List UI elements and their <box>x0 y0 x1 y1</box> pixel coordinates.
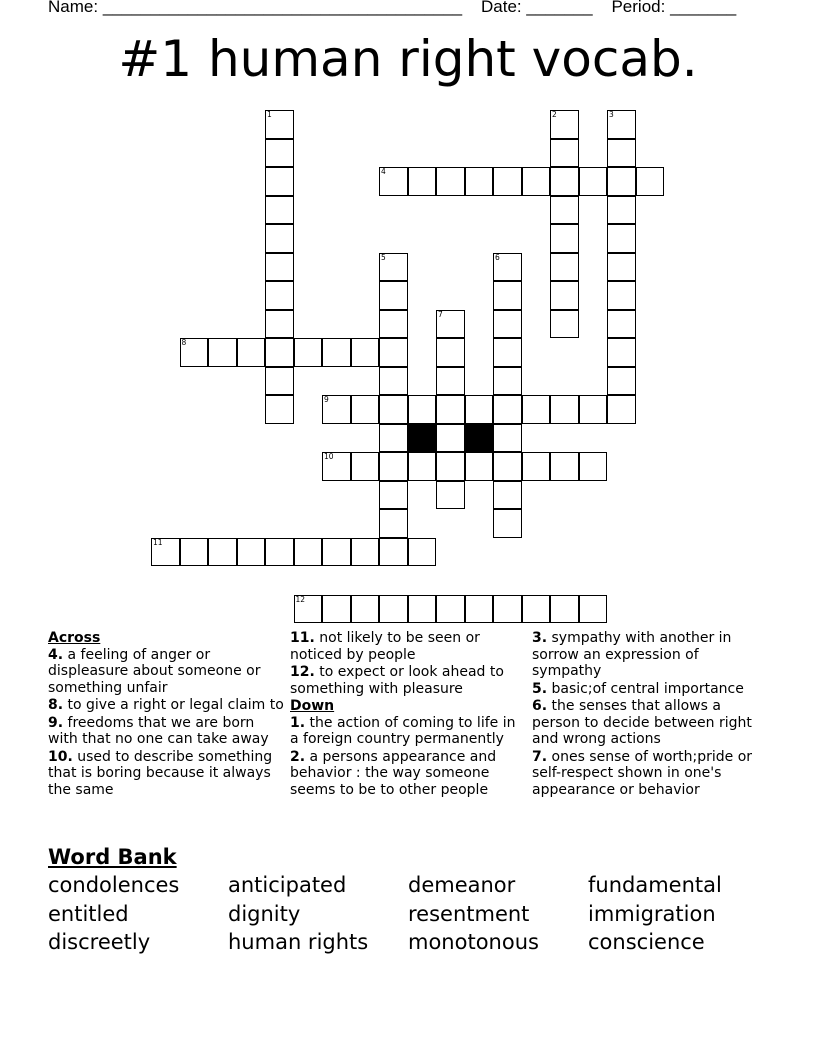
grid-cell[interactable] <box>550 595 579 624</box>
grid-cell[interactable] <box>408 595 437 624</box>
grid-cell[interactable] <box>408 167 437 196</box>
grid-cell[interactable] <box>522 395 551 424</box>
clue-across-12: 12. to expect or look ahead to something with pleasure <box>290 664 504 697</box>
grid-cell[interactable] <box>265 110 294 139</box>
grid-cell[interactable] <box>493 509 522 538</box>
grid-cell[interactable] <box>493 338 522 367</box>
grid-cell[interactable] <box>493 452 522 481</box>
grid-cell[interactable] <box>436 452 465 481</box>
grid-cell[interactable] <box>493 253 522 282</box>
grid-cell[interactable] <box>322 595 351 624</box>
grid-cell[interactable] <box>322 538 351 567</box>
grid-cell[interactable] <box>493 395 522 424</box>
grid-cell[interactable] <box>322 338 351 367</box>
grid-cell[interactable] <box>180 538 209 567</box>
down-heading: Down <box>290 698 335 714</box>
grid-cell[interactable] <box>265 224 294 253</box>
grid-cell[interactable] <box>379 509 408 538</box>
clue-across-9: 9. freedoms that we are born with that no one can take away <box>48 714 269 747</box>
grid-cell[interactable] <box>379 395 408 424</box>
grid-cell[interactable] <box>493 595 522 624</box>
grid-cell[interactable] <box>493 367 522 396</box>
grid-cell[interactable] <box>436 338 465 367</box>
clue-across-11: 11. not likely to be seen or noticed by people <box>290 630 480 663</box>
grid-cell[interactable] <box>379 481 408 510</box>
grid-cell[interactable] <box>607 367 636 396</box>
grid-cell[interactable] <box>550 395 579 424</box>
grid-cell[interactable] <box>408 538 437 567</box>
grid-cell[interactable] <box>379 452 408 481</box>
grid-cell[interactable] <box>607 395 636 424</box>
grid-cell[interactable] <box>379 538 408 567</box>
grid-cell[interactable] <box>493 167 522 196</box>
grid-cell[interactable] <box>465 167 494 196</box>
grid-cell[interactable] <box>408 395 437 424</box>
date-label: Date: <box>481 0 522 16</box>
clue-number: 1 <box>267 110 272 119</box>
grid-cell[interactable] <box>265 367 294 396</box>
grid-cell[interactable] <box>351 395 380 424</box>
grid-cell[interactable] <box>550 167 579 196</box>
clue-across-8: 8. to give a right or legal claim to <box>48 697 284 713</box>
grid-cell[interactable] <box>436 424 465 453</box>
grid-cell[interactable] <box>294 538 323 567</box>
grid-cell[interactable] <box>436 481 465 510</box>
grid-cell[interactable] <box>607 196 636 225</box>
grid-cell[interactable] <box>322 395 351 424</box>
clue-number: 8 <box>181 338 187 347</box>
grid-cell[interactable] <box>379 281 408 310</box>
grid-cell[interactable] <box>493 481 522 510</box>
clue-number: 4 <box>381 167 386 176</box>
grid-cell[interactable] <box>607 224 636 253</box>
clue-down-7: 7. ones sense of worth;pride or self-respect shown in one's appearance or behavior <box>532 748 753 798</box>
clue-column-3 <box>532 630 768 799</box>
grid-cell[interactable] <box>180 338 209 367</box>
black-cell <box>408 424 437 453</box>
grid-cell[interactable] <box>294 338 323 367</box>
clue-number: 12 <box>295 594 306 604</box>
clue-column-2 <box>290 630 526 799</box>
clue-across-4: 4. a feeling of anger or displeasure about someone or something unfair <box>48 646 261 696</box>
grid-cell[interactable] <box>493 281 522 310</box>
word-bank-word: condolences <box>48 873 180 897</box>
clue-number: 2 <box>552 110 557 119</box>
name-line[interactable]: ______________________________________ <box>102 0 463 16</box>
grid-cell[interactable] <box>550 196 579 225</box>
grid-cell[interactable] <box>522 167 551 196</box>
word-bank-word: monotonous <box>408 930 539 954</box>
grid-cell[interactable] <box>550 110 579 139</box>
word-bank-word: discreetly <box>48 930 151 954</box>
clue-across-10: 10. used to describe something that is boring because it always the same <box>48 748 273 798</box>
word-bank-word: anticipated <box>228 873 347 897</box>
grid-cell[interactable] <box>607 338 636 367</box>
grid-cell[interactable] <box>550 139 579 168</box>
grid-cell[interactable] <box>351 538 380 567</box>
grid-cell[interactable] <box>151 538 180 567</box>
grid-cell[interactable] <box>493 424 522 453</box>
clue-number: 3 <box>609 110 614 119</box>
word-bank-word: human rights <box>228 930 369 954</box>
grid-cell[interactable] <box>436 310 465 339</box>
grid-cell[interactable] <box>379 253 408 282</box>
word-bank-word: fundamental <box>588 873 722 897</box>
grid-cell[interactable] <box>265 395 294 424</box>
word-bank-word: conscience <box>588 930 705 954</box>
clue-down-1: 1. the action of coming to life in a foreign country permanently <box>290 714 516 747</box>
grid-cell[interactable] <box>436 395 465 424</box>
name-label: Name: <box>48 0 99 16</box>
grid-cell[interactable] <box>265 310 294 339</box>
grid-cell[interactable] <box>237 538 266 567</box>
clue-down-5: 5. basic;of central importance <box>532 680 744 697</box>
grid-cell[interactable] <box>265 167 294 196</box>
grid-cell[interactable] <box>265 338 294 367</box>
grid-cell[interactable] <box>607 310 636 339</box>
grid-cell[interactable] <box>379 424 408 453</box>
grid-cell[interactable] <box>579 595 608 624</box>
grid-cell[interactable] <box>550 253 579 282</box>
grid-cell[interactable] <box>579 395 608 424</box>
grid-cell[interactable] <box>322 452 351 481</box>
grid-cell[interactable] <box>607 110 636 139</box>
word-bank-word: resentment <box>408 902 530 926</box>
clue-down-2: 2. a persons appearance and behavior : the way someone seems to be to other people <box>290 748 497 798</box>
word-bank-heading: Word Bank <box>48 845 177 869</box>
grid-cell[interactable] <box>379 310 408 339</box>
grid-cell[interactable] <box>408 452 437 481</box>
grid-cell[interactable] <box>351 338 380 367</box>
word-bank-word: immigration <box>588 902 716 926</box>
period-line[interactable]: _______ <box>670 0 737 16</box>
grid-cell[interactable] <box>550 281 579 310</box>
grid-cell[interactable] <box>607 139 636 168</box>
grid-cell[interactable] <box>294 595 323 624</box>
grid-cell[interactable] <box>379 338 408 367</box>
grid-cell[interactable] <box>351 595 380 624</box>
date-line[interactable]: _______ <box>526 0 593 16</box>
grid-cell[interactable] <box>636 167 665 196</box>
grid-cell[interactable] <box>579 452 608 481</box>
clue-number: 11 <box>153 537 163 547</box>
grid-cell[interactable] <box>493 310 522 339</box>
grid-cell[interactable] <box>208 338 237 367</box>
grid-cell[interactable] <box>265 196 294 225</box>
clue-column-1 <box>48 630 284 799</box>
grid-cell[interactable] <box>550 310 579 339</box>
grid-cell[interactable] <box>265 538 294 567</box>
clue-number: 5 <box>381 252 386 262</box>
grid-cell[interactable] <box>379 367 408 396</box>
page-title: #1 human right vocab. <box>118 30 698 88</box>
grid-cell[interactable] <box>522 595 551 624</box>
grid-cell[interactable] <box>237 338 266 367</box>
clue-number: 9 <box>324 395 329 404</box>
grid-cell[interactable] <box>379 167 408 196</box>
grid-cell[interactable] <box>607 281 636 310</box>
period-label: Period: <box>611 0 666 16</box>
grid-cell[interactable] <box>579 167 608 196</box>
clue-number: 6 <box>495 252 500 262</box>
clue-down-6: 6. the senses that allows a person to decide between right and wrong actions <box>532 698 752 747</box>
word-bank-word: entitled <box>48 902 129 926</box>
grid-cell[interactable] <box>265 281 294 310</box>
grid-cell[interactable] <box>265 139 294 168</box>
black-cell <box>465 424 494 453</box>
grid-cell[interactable] <box>465 395 494 424</box>
grid-cell[interactable] <box>465 595 494 624</box>
clue-down-3: 3. sympathy with another in sorrow an expression of sympathy <box>532 630 732 679</box>
grid-cell[interactable] <box>265 253 294 282</box>
grid-cell[interactable] <box>607 253 636 282</box>
grid-cell[interactable] <box>436 167 465 196</box>
grid-cell[interactable] <box>465 452 494 481</box>
grid-cell[interactable] <box>208 538 237 567</box>
grid-cell[interactable] <box>351 452 380 481</box>
grid-cell[interactable] <box>379 595 408 624</box>
grid-cell[interactable] <box>550 224 579 253</box>
clue-number: 7 <box>438 309 443 319</box>
grid-cell[interactable] <box>607 167 636 196</box>
word-bank-word: demeanor <box>408 873 516 897</box>
grid-cell[interactable] <box>436 595 465 624</box>
grid-cell[interactable] <box>522 452 551 481</box>
clue-number: 10 <box>324 452 334 461</box>
word-bank-word: dignity <box>228 902 301 926</box>
grid-cell[interactable] <box>436 367 465 396</box>
across-heading: Across <box>48 630 101 646</box>
grid-cell[interactable] <box>550 452 579 481</box>
